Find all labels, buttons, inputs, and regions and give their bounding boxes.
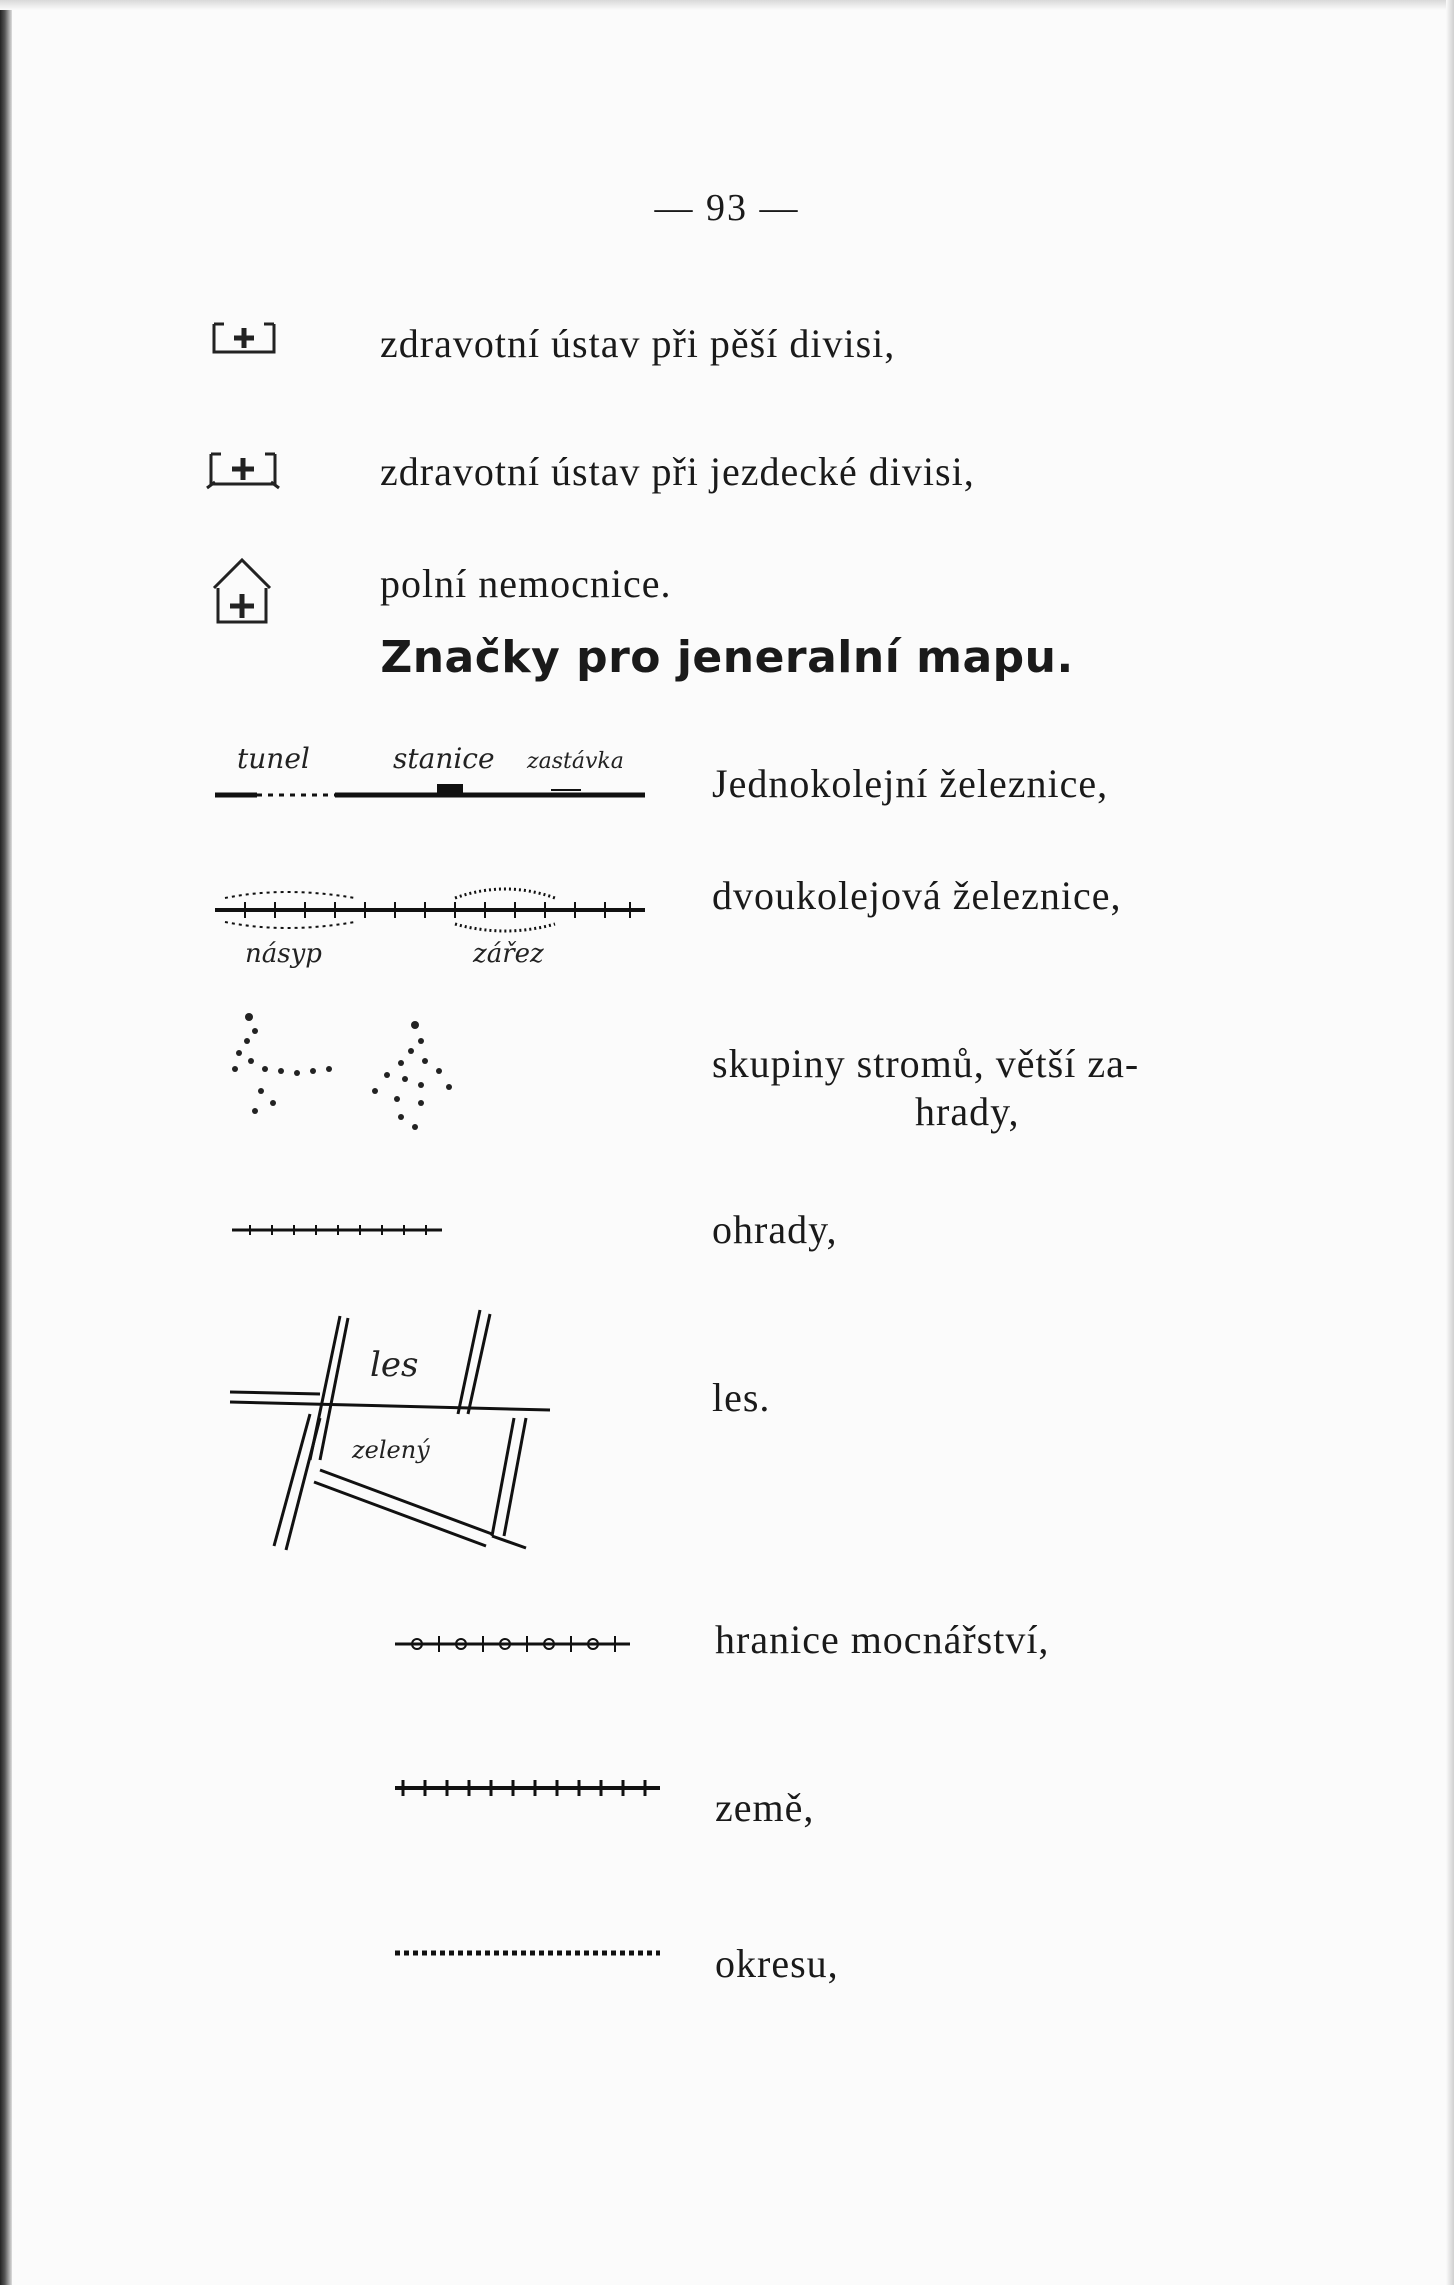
land-border-symbol — [395, 1778, 665, 1798]
legend-text-empire-border: hranice mocnářství, — [715, 1617, 1050, 1662]
field-hospital-icon — [210, 556, 274, 630]
medical-text-cavalry: zdravotní ústav při jezdecké divisi, — [380, 449, 975, 494]
tree-groups-symbol — [225, 1005, 465, 1145]
forest-symbol — [230, 1310, 560, 1560]
symbol-label-forest: les — [370, 1345, 419, 1385]
legend-text-forest: les. — [712, 1375, 771, 1420]
symbol-label-station: stanice — [393, 742, 495, 775]
double-track-railway-symbol — [215, 872, 655, 972]
symbol-label-green: zelený — [352, 1436, 430, 1464]
symbol-label-embankment: násyp — [245, 939, 322, 969]
single-track-railway-symbol — [215, 740, 655, 810]
section-heading: Značky pro jeneralní mapu. — [380, 632, 1074, 683]
medical-text-infantry: zdravotní ústav při pěší divisi, — [380, 321, 896, 366]
empire-border-symbol — [395, 1632, 635, 1656]
legend-text-fences: ohrady, — [712, 1207, 838, 1252]
cavalry-medical-icon — [205, 444, 283, 490]
symbol-label-stop: zastávka — [527, 749, 624, 774]
fence-symbol — [232, 1220, 452, 1240]
district-border-symbol — [395, 1946, 665, 1960]
legend-text-trees-line1: skupiny stromů, větší za- — [712, 1041, 1140, 1086]
legend-text-land-border: země, — [715, 1785, 815, 1830]
symbol-label-tunnel: tunel — [237, 742, 310, 775]
legend-text-trees-line2: hrady, — [915, 1089, 1020, 1134]
page-edge-right — [1446, 0, 1454, 2285]
legend-text-district-border: okresu, — [715, 1941, 839, 1986]
symbol-label-cutting: zářez — [473, 939, 544, 969]
page-edge-shadow — [0, 0, 12, 2285]
page-edge-top — [0, 0, 1454, 10]
infantry-medical-icon — [210, 318, 280, 358]
page-number: — 93 — — [654, 187, 800, 229]
legend-text-double-track: dvoukolejová železnice, — [712, 873, 1122, 918]
legend-text-single-track: Jednokolejní železnice, — [712, 761, 1109, 806]
medical-text-hospital: polní nemocnice. — [380, 561, 672, 606]
